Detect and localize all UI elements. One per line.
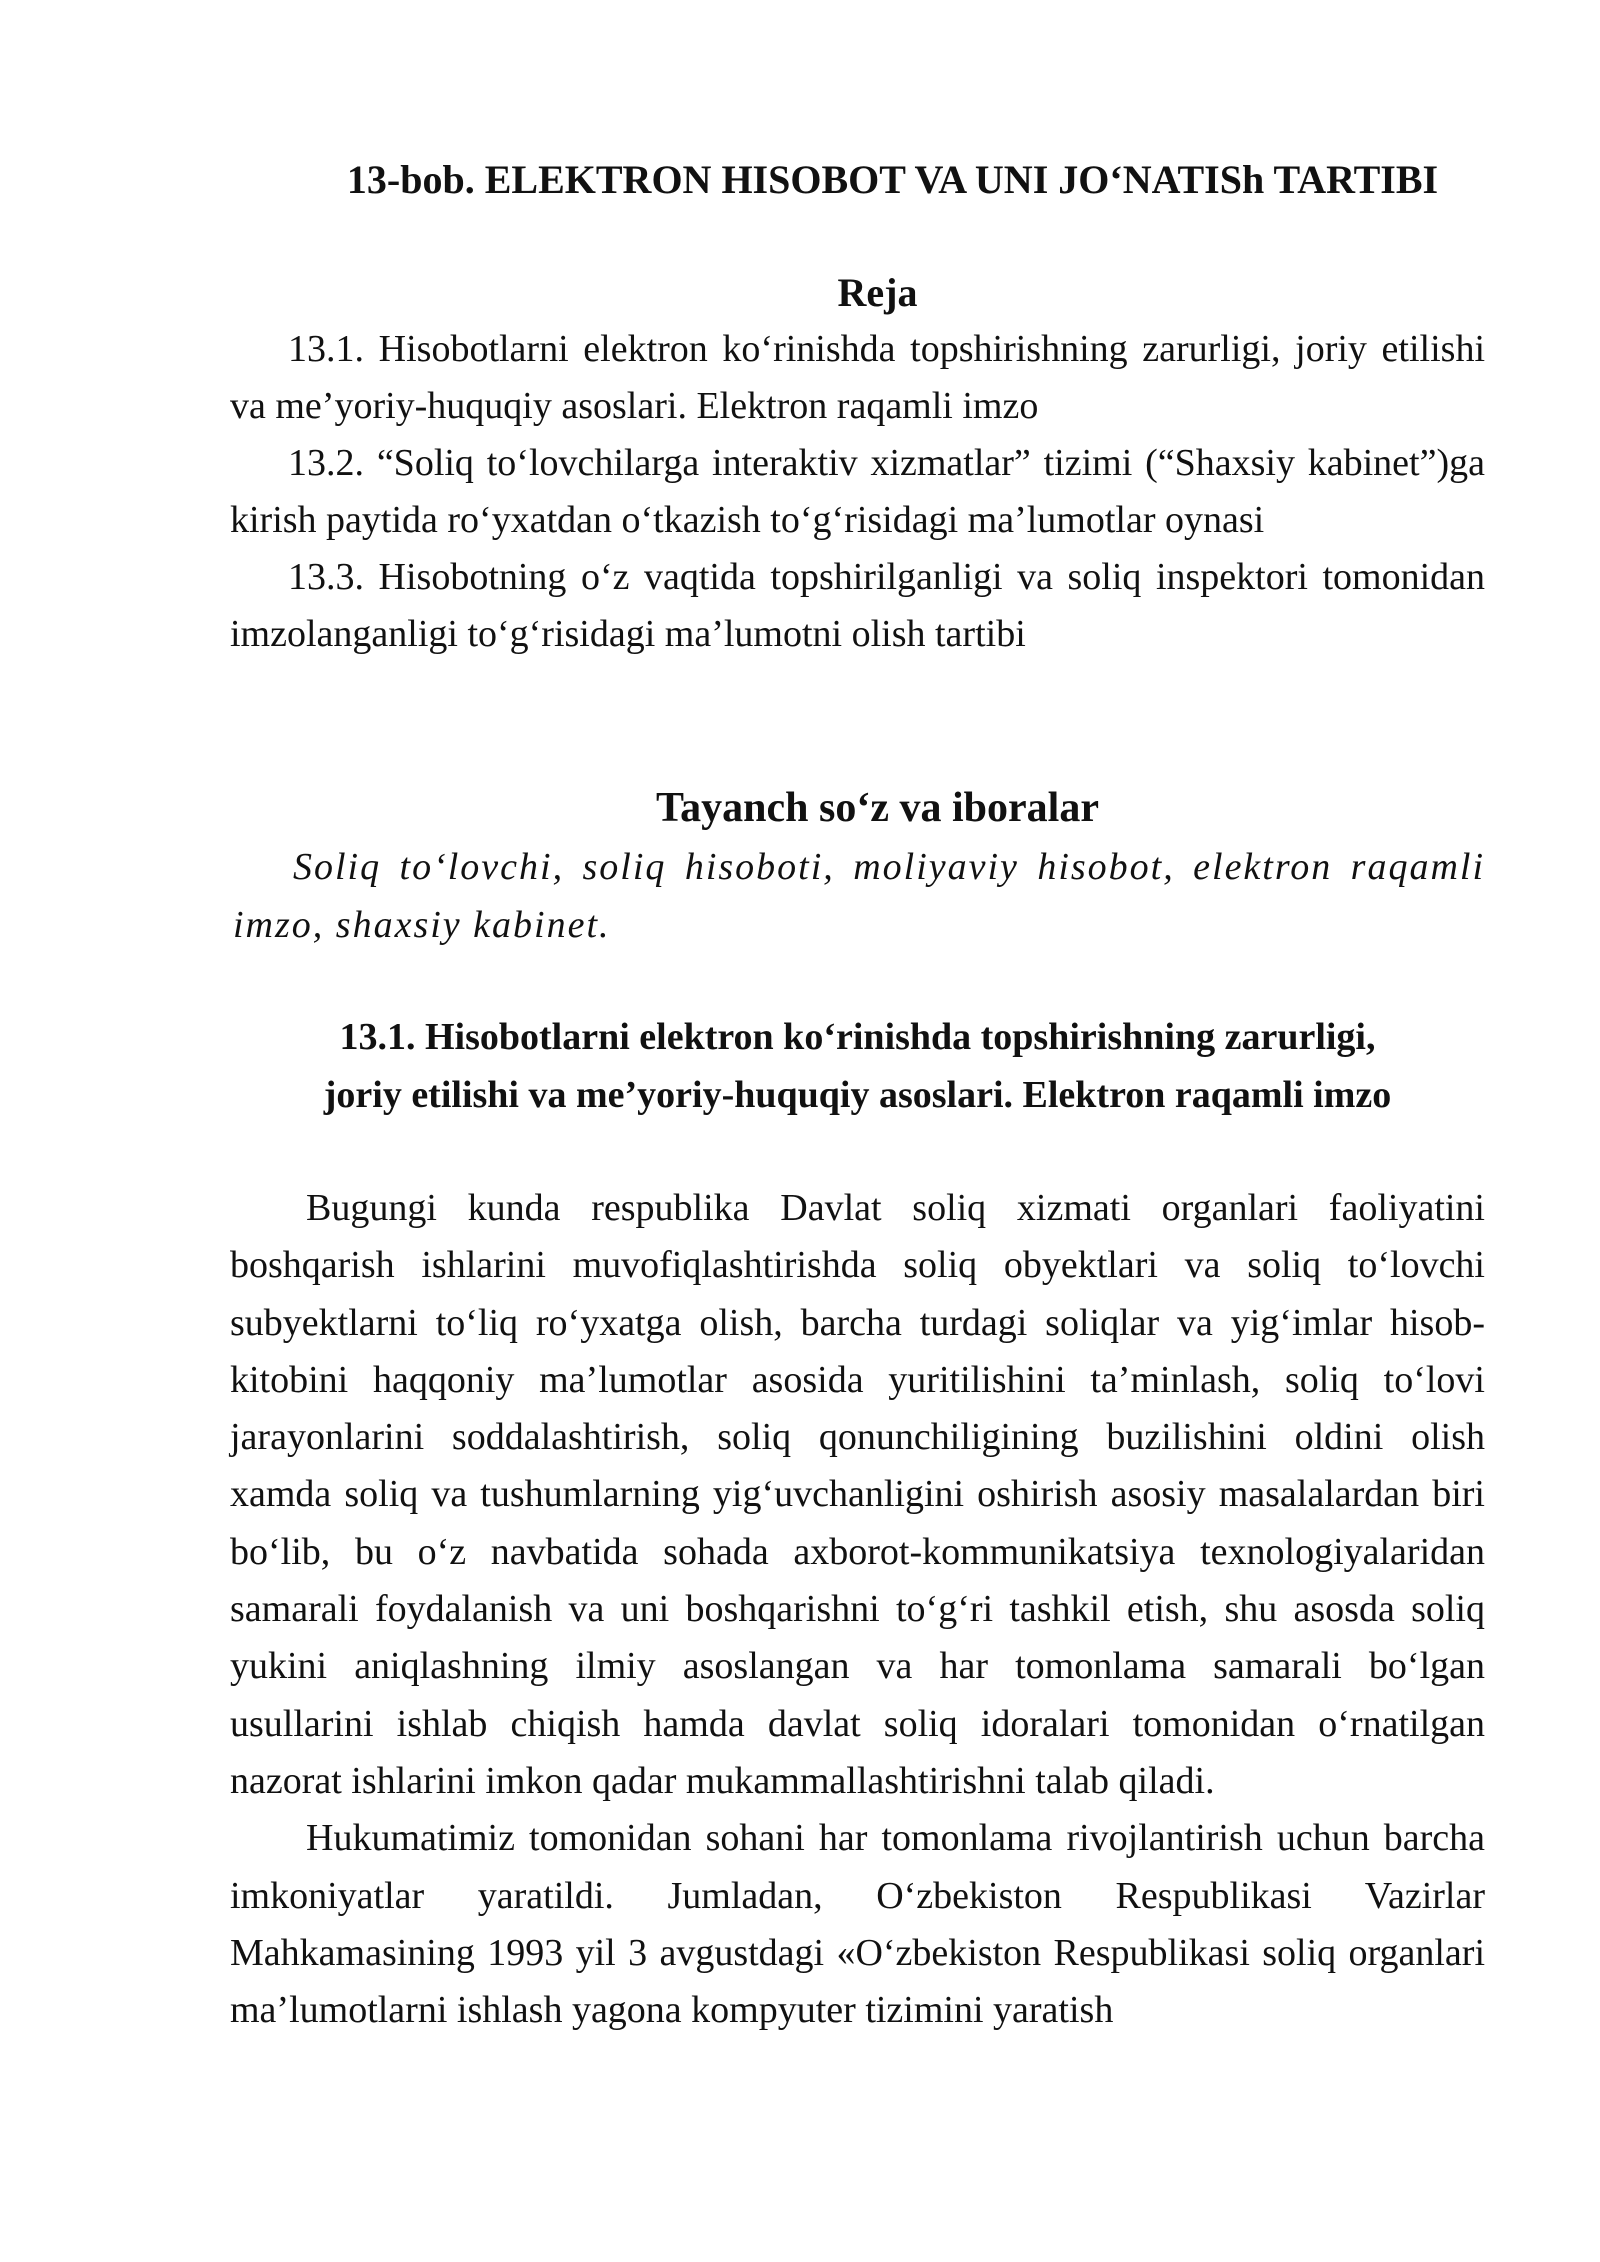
chapter-title: 13-bob. ELEKTRON HISOBOT VA UNI JO‘NATISh TARTIBI	[346, 157, 1439, 202]
body-paragraph: Hukumatimiz tomonidan sohani har tomonlama rivojlantirish uchun barcha imkoniyatlar yaratildi. Jumladan, O‘zbekiston Respublikasi Vazirlar Mahkamasining 1993 yil 3 avgustdagi «O‘zbekiston Respublikasi soliq organlari ma’lumotlarni ishlash yagona kompyuter tizimini yaratish	[230, 1817, 1485, 2032]
section-body	[230, 1180, 1485, 2039]
section-title	[230, 1008, 1485, 1124]
plan-item: 13.1. Hisobotlarni elektron ko‘rinishda topshirishning zarurligi, joriy etilishi va me’yoriy-huquqiy asoslari. Elektron raqamli imzo	[230, 328, 1485, 427]
body-paragraph: Bugungi kunda respublika Davlat soliq xizmati organlari faoliyatini boshqarish ishlarini muvofiqlashtirishda soliq obyektlari va soliq to‘lovchi subyektlarni to‘liq ro‘yxatga olish, barcha turdagi soliqlar va yig‘imlar hisob-kitobini haqqoniy ma’lumotlar asosida yuritilishini ta’minlash, soliq to‘lovi jarayonlarini soddalashtirish, soliq qonunchiligining buzilishini oldini olish xamda soliq va tushumlarning yig‘uvchanligini oshirish asosiy masalalardan biri bo‘lib, bu o‘z navbatida sohada axborot-kommunikatsiya texnologiyalaridan samarali foydalanish va uni boshqarishni to‘g‘ri tashkil etish, shu asosda soliq yukini aniqlashning ilmiy asoslangan va har tomonlama samarali bo‘lgan usullarini ishlab chiqish hamda davlat soliq idoralari tomonidan o‘rnatilgan nazorat ishlarini imkon qadar mukammallashtirishni talab qiladi.	[230, 1187, 1485, 1802]
plan-heading: Reja	[837, 270, 918, 315]
keywords-text: Soliq to‘lovchi, soliq hisoboti, moliyaviy hisobot, elektron raqamli imzo, shaxsiy kabinet.	[233, 846, 1485, 946]
keywords-heading: Tayanch so‘z va iboralar	[656, 785, 1099, 831]
section-title-line: 13.1. Hisobotlarni elektron ko‘rinishda topshirishning zarurligi,	[339, 1016, 1376, 1058]
section-title-line: joriy etilishi va me’yoriy-huquqiy asoslari. Elektron raqamli imzo	[323, 1074, 1392, 1116]
plan-list	[230, 321, 1485, 663]
plan-item: 13.3. Hisobotning o‘z vaqtida topshirilganligi va soliq inspektori tomonidan imzolanganligi to‘g‘risidagi ma’lumotni olish tartibi	[230, 556, 1485, 655]
plan-item: 13.2. “Soliq to‘lovchilarga interaktiv xizmatlar” tizimi (“Shaxsiy kabinet”)ga kirish paytida ro‘yxatdan o‘tkazish to‘g‘risidagi ma’lumotlar oynasi	[230, 442, 1485, 541]
